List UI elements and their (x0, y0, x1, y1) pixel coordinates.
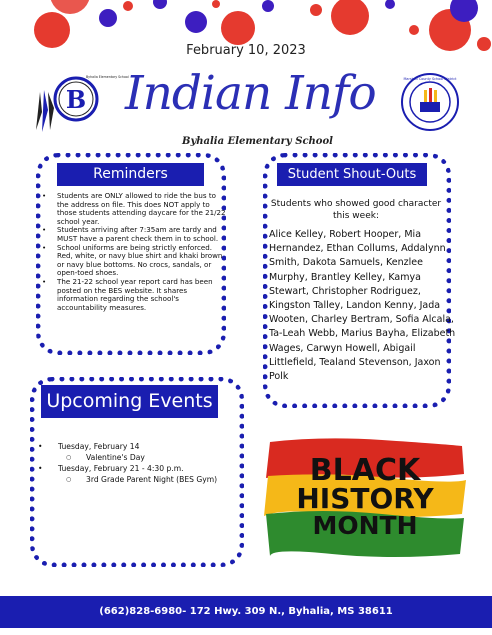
footer-contact-bar: (662)828-6980- 172 Hwy. 309 N., Byhalia, MS 38611 (0, 596, 492, 628)
list-item: • The 21-22 school year report card has been posted on the BES website. It shares information regarding the school's accountability measures. (42, 278, 226, 312)
issue-date: February 10, 2023 (186, 43, 306, 58)
decorative-dots-banner (0, 0, 492, 70)
shoutouts-names: Alice Kelley, Robert Hooper, Mia Hernandez, Ethan Collums, Addalynn Smith, Dakota Samuels, Kenzlee Murphy, Brantley Kelley, Kamya Stewart, Christopher Rodriguez, Kingston Talley, Landon Kenny, Jada Wooten, Charley Bertram, Sofia Alcala, Ta-Leah Webb, Marius Bayha, Elizabeth Wages, Carwyn Howell, Abigail Littlefield, Tealand Stevenson, Jaxon Polk (269, 229, 456, 383)
shoutouts-heading: Student Shout-Outs (277, 163, 427, 186)
logo-letter: B (65, 85, 87, 114)
seal-caption: Marshall County School District (403, 77, 457, 81)
list-item: • Students arriving after 7:35am are tardy and MUST have a parent check them in to school. (42, 226, 226, 243)
newsletter-title: Indian Info (125, 66, 376, 121)
bhm-line-1: BLACK (309, 453, 421, 488)
list-item: • Students are ONLY allowed to ride the bus to the address on file. This does NOT apply to those students attending daycare for the 21/22 school year. (42, 192, 226, 226)
district-seal-icon (400, 72, 460, 132)
school-name: Byhalia Elementary School (182, 136, 333, 147)
events-list (36, 441, 236, 485)
bhm-line-2: HISTORY (296, 482, 434, 515)
logo-left-caption: Byhalia Elementary School (86, 75, 129, 79)
reminders-list (42, 192, 226, 312)
event-detail: ○ 3rd Grade Parent Night (BES Gym) (36, 474, 236, 485)
byhalia-logo-icon (34, 72, 129, 134)
event-date: • Tuesday, February 14 (36, 441, 236, 452)
event-detail: ○ Valentine's Day (36, 452, 236, 463)
events-heading: Upcoming Events (41, 385, 218, 418)
shoutouts-intro: Students who showed good character this week: (270, 199, 442, 221)
bhm-line-3: MONTH (312, 511, 418, 540)
list-item: • School uniforms are being strictly enforced. Red, white, or navy blue shirt and khaki brown or navy blue bottoms. No crocs, sandals, or open-toed shoes. (42, 244, 226, 278)
black-history-month-graphic (262, 436, 468, 560)
event-date: • Tuesday, February 21 - 4:30 p.m. (36, 463, 236, 474)
reminders-heading: Reminders (57, 163, 204, 186)
